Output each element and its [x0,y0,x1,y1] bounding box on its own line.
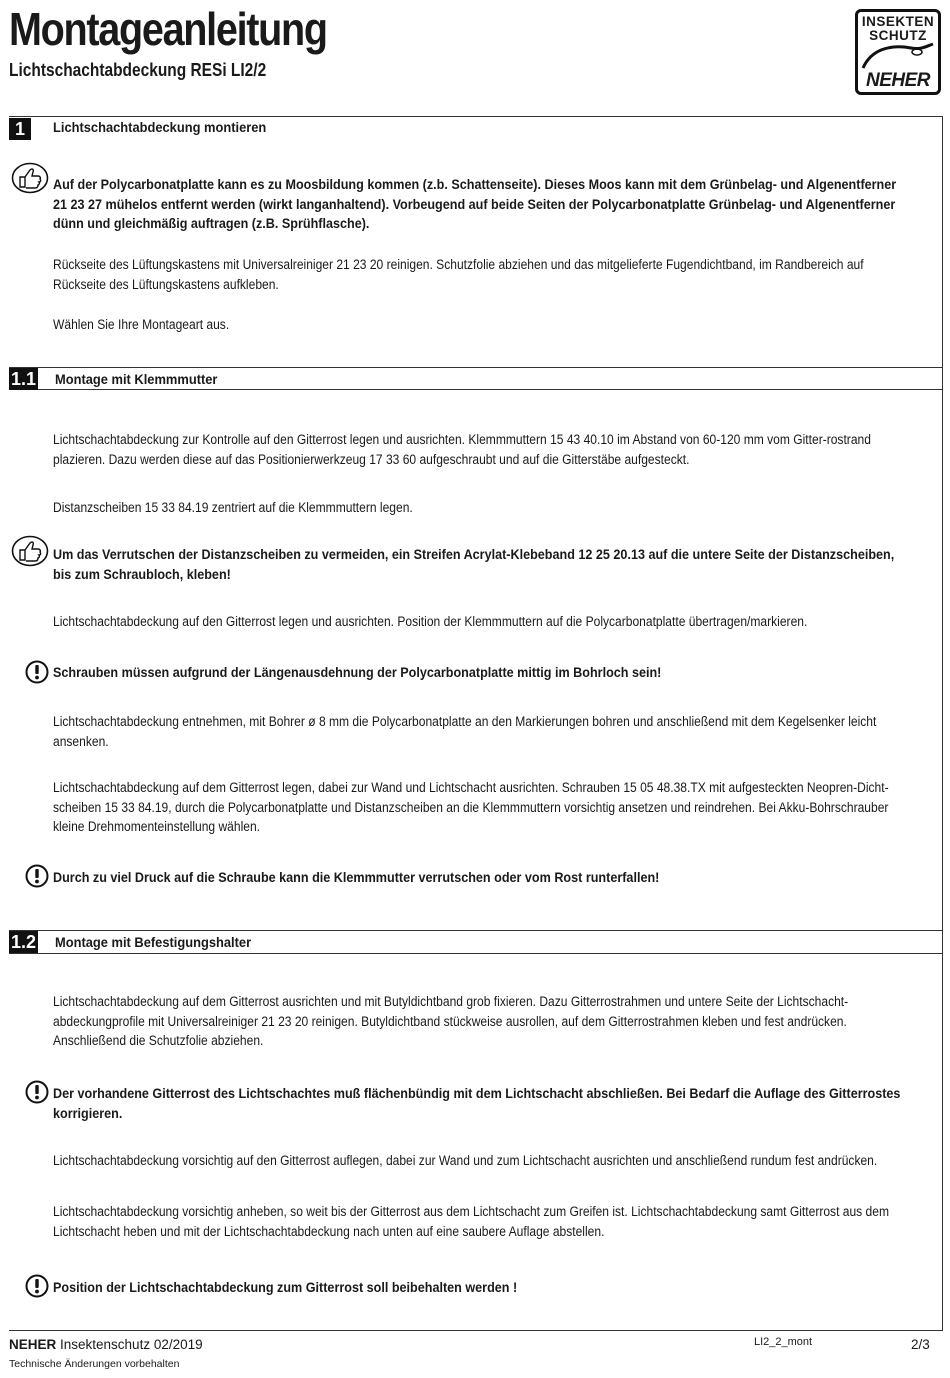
divider-section-1-2 [9,930,943,931]
logo-line1: INSEKTEN [861,14,935,29]
footer-brand-name: NEHER [9,1337,57,1352]
paragraph: Lichtschachtabdeckung vorsichtig auf den Gitterrost auflegen, dabei zur Wand und zum Lichtschacht ausrichten und anschließend rundum fest andrücken. [53,1153,878,1168]
neher-logo [855,9,941,95]
logo-swoosh-icon [861,42,935,70]
paragraph: Lichtschachtabdeckung zur Kontrolle auf den Gitterrost legen und ausrichten. Klemmmuttern 15 43 40.10 im Abstand von 60-120 mm vom Gitter-rostrand plazieren. Dazu werden diese auf das Positionierwerkzeug 17 33 60 aufgeschraubt und auf die Gitterstäbe aufgesteckt. [53,432,871,467]
paragraph: Wählen Sie Ihre Montageart aus. [53,317,230,332]
warning-text: Schrauben müssen aufgrund der Längenausdehnung der Polycarbonatplatte mittig im Bohrloch sein! [53,664,662,680]
footer-brand-rest: Insektenschutz 02/2019 [56,1337,203,1352]
warning-text: Der vorhandene Gitterrost des Lichtschachtes muß flächenbündig mit dem Lichtschacht abschließen. Bei Bedarf die Auflage des Gitterrostes korrigieren. [53,1085,901,1121]
paragraph: Lichtschachtabdeckung auf dem Gitterrost ausrichten und mit Butyldichtband grob fixieren. Dazu Gitterrostrahmen und untere Seite der Lichtschacht-abdeckungprofile mit Universalreiniger 21 23 20 reinigen. Butyldichtband stückweise ausrollen, auf dem Gitterrostrahmen kleben und fest andrücken. Anschließend die Schutzfolie abziehen. [53,994,849,1048]
thumbs-up-icon [11,162,49,194]
footer-note: Technische Änderungen vorbehalten [9,1358,180,1370]
section-number: 1.1 [10,369,37,389]
warning-text: Durch zu viel Druck auf die Schraube kann die Klemmmutter verrutschen oder vom Rost runterfallen! [53,869,660,885]
logo-brand: NEHER [865,70,930,91]
section-number: 1.2 [10,932,37,952]
divider-section-1-1 [9,367,943,368]
section-heading: Lichtschachtabdeckung montieren [53,119,267,135]
logo-line2: SCHUTZ [869,28,927,43]
page-subtitle: Lichtschachtabdeckung RESi LI2/2 [9,60,267,80]
footer-brand [9,1337,203,1352]
paragraph: Distanzscheiben 15 33 84.19 zentriert auf die Klemmmuttern legen. [53,500,413,515]
warning-icon [25,1274,49,1298]
section-heading: Montage mit Befestigungshalter [55,934,252,950]
warning-text: Position der Lichtschachtabdeckung zum Gitterrost soll beibehalten werden ! [53,1279,518,1295]
paragraph: Rückseite des Lüftungskastens mit Universalreiniger 21 23 20 reinigen. Schutzfolie abziehen und das mitgelieferte Fugendichtband, im Randbereich auf Rückseite des Lüftungskastens aufkleben. [53,257,864,292]
section-number: 1 [9,118,31,140]
tip-text: Um das Verrutschen der Distanzscheiben zu vermeiden, ein Streifen Acrylat-Klebeband 12 25 20.13 auf die untere Seite der Distanzscheiben, bis zum Schraubloch, kleben! [53,546,895,582]
paragraph: Lichtschachtabdeckung vorsichtig anheben, so weit bis der Gitterrost aus dem Lichtschacht zum Greifen ist. Lichtschachtabdeckung samt Gitterrost aus dem Lichtschacht heben und mit der Lichtschachtabdeckung nach unten auf eine saubere Auflage abstellen. [53,1204,890,1239]
paragraph: Lichtschachtabdeckung auf dem Gitterrost legen, dabei zur Wand und Lichtschacht ausrichten. Schrauben 15 05 48.38.TX mit aufgesteckten Neopren-Dicht-scheiben 15 33 84.19, durch die Polycarbonatplatte und Distanzscheiben an die Klemmmuttern vorsichtig ansetzen und reindrehen. Bei Akku-Bohrschrauber kleine Drehmomenteinstellung wählen. [53,780,889,834]
section-heading: Montage mit Klemmmutter [55,371,218,387]
paragraph: Lichtschachtabdeckung entnehmen, mit Bohrer ø 8 mm die Polycarbonatplatte an den Markierungen bohren und anschließend mit dem Kegelsenker leicht ansenken. [53,714,877,749]
warning-icon [25,864,49,888]
tip-text: Auf der Polycarbonatplatte kann es zu Moosbildung kommen (z.b. Schattenseite). Dieses Moos kann mit dem Grünbelag- und Algenentferner 21 23 27 mühelos entfernt werden (wirkt langanhaltend). Vorbeugend auf beide Seiten der Polycarbonatplatte Grünbelag- und Algenentferner dünn und gleichmäßig auftragen (z.B. Sprühflasche). [53,176,897,231]
document-code: LI2_2_mont [754,1336,813,1348]
divider-section-1-1-bottom [9,389,943,390]
page-title: Montageanleitung [9,3,327,55]
warning-icon [25,1080,49,1104]
paragraph: Lichtschachtabdeckung auf den Gitterrost legen und ausrichten. Position der Klemmmuttern auf die Polycarbonatplatte übertragen/markieren. [53,614,808,629]
warning-icon [25,660,49,684]
divider-section-1-2-bottom [9,953,943,954]
page-number: 2/3 [911,1337,930,1352]
thumbs-up-icon [11,535,49,567]
